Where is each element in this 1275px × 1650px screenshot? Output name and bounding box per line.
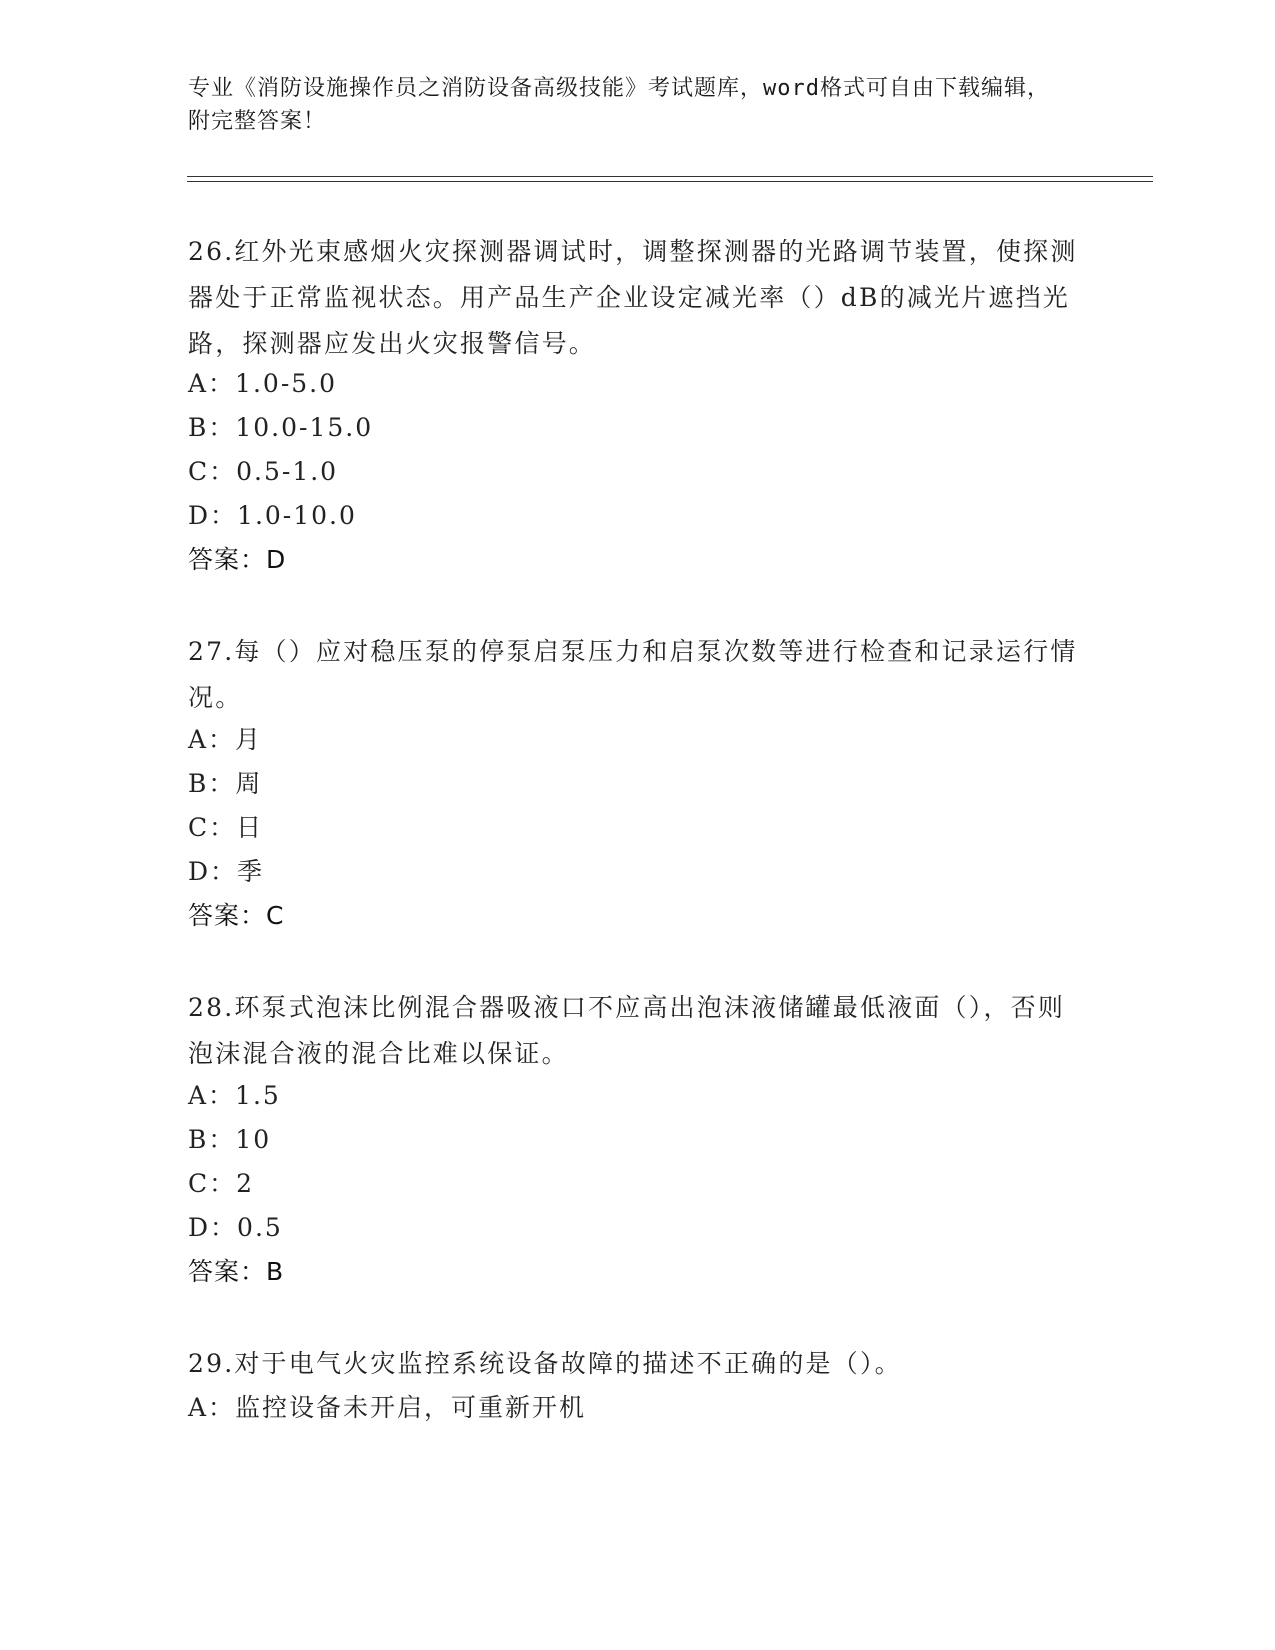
question-26-option-c: C：0.5-1.0 bbox=[188, 457, 339, 486]
document-header: 专业《消防设施操作员之消防设备高级技能》考试题库，word格式可自由下载编辑，附完整答案！ bbox=[188, 76, 1050, 134]
question-27-option-b: B：周 bbox=[188, 769, 263, 798]
question-27-answer: 答案：C bbox=[188, 901, 285, 930]
question-26-answer: 答案：D bbox=[188, 545, 287, 574]
question-26-option-a: A：1.0-5.0 bbox=[188, 369, 338, 398]
question-28-option-d: D：0.5 bbox=[188, 1213, 283, 1242]
question-27-option-c: C：日 bbox=[188, 813, 264, 842]
question-27-option-d: D：季 bbox=[188, 857, 265, 886]
header-divider-top bbox=[187, 176, 1153, 177]
question-26-option-b: B：10.0-15.0 bbox=[188, 413, 374, 442]
question-28-option-c: C：2 bbox=[188, 1169, 255, 1198]
question-27-stem: 27.每（）应对稳压泵的停泵启泵压力和启泵次数等进行检查和记录运行情况。 bbox=[188, 637, 1078, 712]
question-27-option-a: A：月 bbox=[188, 725, 263, 754]
question-28-stem: 28.环泵式泡沫比例混合器吸液口不应高出泡沫液储罐最低液面（），否则泡沫混合液的混合比难以保证。 bbox=[188, 993, 1066, 1068]
question-26-stem: 26.红外光束感烟火灾探测器调试时，调整探测器的光路调节装置，使探测器处于正常监视状态。用产品生产企业设定减光率（）dB的减光片遮挡光路，探测器应发出火灾报警信号。 bbox=[188, 237, 1078, 358]
question-29-option-a: A：监控设备未开启，可重新开机 bbox=[188, 1393, 587, 1422]
question-26-option-d: D：1.0-10.0 bbox=[188, 501, 357, 530]
question-28-answer: 答案：B bbox=[188, 1257, 285, 1286]
header-divider-bottom bbox=[187, 181, 1153, 182]
question-28-option-a: A：1.5 bbox=[188, 1081, 281, 1110]
question-28-option-b: B：10 bbox=[188, 1125, 272, 1154]
question-29-stem: 29.对于电气火灾监控系统设备故障的描述不正确的是（）。 bbox=[188, 1349, 902, 1378]
